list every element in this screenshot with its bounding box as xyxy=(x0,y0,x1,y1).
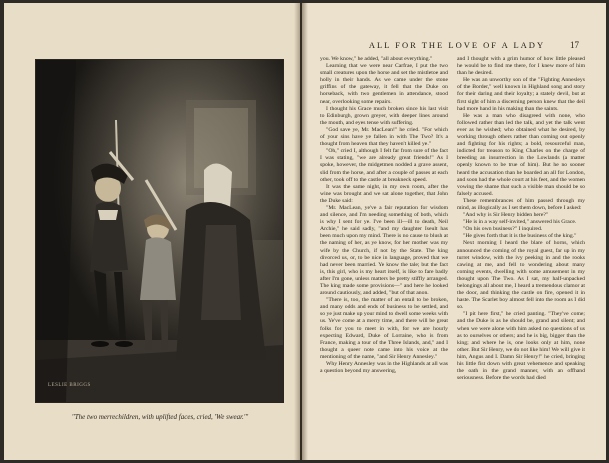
two-figures-swearing-illustration xyxy=(36,60,283,402)
paragraph: I thought his Grace much broken since his last visit to Edinburgh, grown greyer, with deeper lines around the mouth, and eyes tense with suffering. xyxy=(320,105,448,126)
text-column-left xyxy=(320,56,448,375)
book-gutter xyxy=(294,3,308,460)
running-head: ALL FOR THE LOVE OF A LADY xyxy=(368,40,546,50)
paragraph: you. We know," he added, "all about everything." xyxy=(320,56,433,62)
paragraph: "Oh," cried I, although I felt far from sure of the fact I was stating, "we are already great friends!" As I spoke, however, the midgetmen nodded a grave assent, slid from the horse, and after a couple of passes at each other, took off to the castle at breakneck speed. xyxy=(320,148,448,183)
right-page xyxy=(302,3,606,460)
left-page xyxy=(4,3,300,460)
paragraph: "And why is Sir Henry bidden here?" xyxy=(463,212,549,219)
paragraph: "He gives forth that it is the business of the king." xyxy=(463,233,577,240)
paragraph: It was the same night, in my own room, after the wine was brought and we sat alone together, that John the Duke said: xyxy=(320,183,448,204)
illustration-caption: "The two merrechildren, with uplifted faces, cried, 'We swear.'" xyxy=(71,413,249,421)
paragraph: "On his own business?" I inquired. xyxy=(463,226,543,233)
illustration-plate xyxy=(35,59,284,403)
paragraph: "He is in a way self-invited," answered his Grace. xyxy=(463,219,577,226)
paragraph: "Mr. MacLean, ye've a fair reputation for wisdom and silence, and I'm needing something of both, which is why I sent for ye. I've been ill—ill to death, Neil Archie," he said sadly, "and my daughter Iseult has been much upon my mind. There is no cause to blush at the naming of her, as ye know, for her mother was my wife by the Church, if not by the State. The king divorced us, or, to be nice in language, proved that we had never been married. Ye know the tale; but the fact is, this girl, who is my heart itself, is like to fare badly after I'm gone, unless matters be pretty stiffly arranged. The king made some provisions—" and here he looked around cautiously, and added, "but of that anon. xyxy=(320,204,448,297)
paragraph: "God save ye, Mr. MacLean!" he cried. "For which of your sins have ye fallen in with The Two? It's a thought from heaven that they haven't killed ye." xyxy=(320,126,448,148)
paragraph: He was a man who disagreed with none, who followed rather than led the talk, and yet the talk went ever as he wished; who obtained what he desired, by working through others rather than coming out openly and fighting for his rights; a bold, resourceful man, indicted for treason to King Charles on the charge of breeding an insurrection in the Lowlands (a matter openly known to be true of him). But he no sooner heard the accusation than he boarded an all for London, and soon had the whole court at his feet, and the women vowing the shame that such a visible man should be so falsely accused. xyxy=(457,112,585,197)
paragraph: These remembrances of him passed through my mind, as illogically as I set them down, before I asked: xyxy=(457,197,585,211)
paragraph: Next morning I heard the blare of horns, which announced the coming of the royal guest, far up in my turret window, with the ivy peeking in and the rooks cawing at me, and fell to wondering about many coming events, dwelling with some amusement in my thought upon The Two. As I sat, my half-unpacked belongings all about me, I heard a tremendous clamor at the door, and thinking the castle on fire, opened it in haste. The Scarlet boy almost fell into the room as I did so. xyxy=(457,240,585,311)
illustration-signature: LESLIE BRIGGS xyxy=(48,383,91,388)
paragraph: Learning that we were near Carfrae, I put the two small creatures upon the horse and set the mistletoe and holly in their hands. As we came under the stone griffins of the gateway, it fell that the Duke on horseback, with two gentlemen in attendance, stood near, overlooking some repairs. xyxy=(320,63,448,105)
paragraph: and I thought with a grim humor of how little pleased he would be to find me there, for I knew more of him than he desired. xyxy=(457,56,585,77)
text-column-right xyxy=(457,56,585,382)
paragraph: Why Henry Annesley was in the Highlands at all was a question beyond my answering, xyxy=(320,361,448,375)
paragraph: He was an unworthy son of the "Fighting Annesleys of the Border," well known in Highland song and story for their daring and their loyalty; a stately devil, but at first sight of him a discerning person knew that the deil had more hand in his making than the saints. xyxy=(457,77,585,112)
paragraph: "I pit here first," he cried panting. "They've come; and the Duke is as he should be, grand and silent; and when we were alone with him asked no questions of us as to ourselves or others; and he is big, bigger than the king; and where he is, one looks only at him, none other. But Sir Henry, we do not like him! We will give it him, Angus and I. Damn Sir Henry!" he cried, bringing his little fist down with great vehemence and speaking the oath in the grand manner, with an offhand seriousness. Before the words had died xyxy=(457,311,585,382)
paragraph: "There is, too, the matter of an entail to be broken, and many odds and ends of business to be settled, and so ye just make up your mind to dwell some weeks with us. Ye've come at a merry time, and there will be great folks for you to meet in with, for we are hourly expecting Edward, Duke of Lorraine, who is from France, making a tour of the Three Islands, and," and I thought a queer note came into his voice at the mentioning of the name, "and Sir Henry Annesley." xyxy=(320,297,448,360)
page-number: 17 xyxy=(570,40,579,50)
